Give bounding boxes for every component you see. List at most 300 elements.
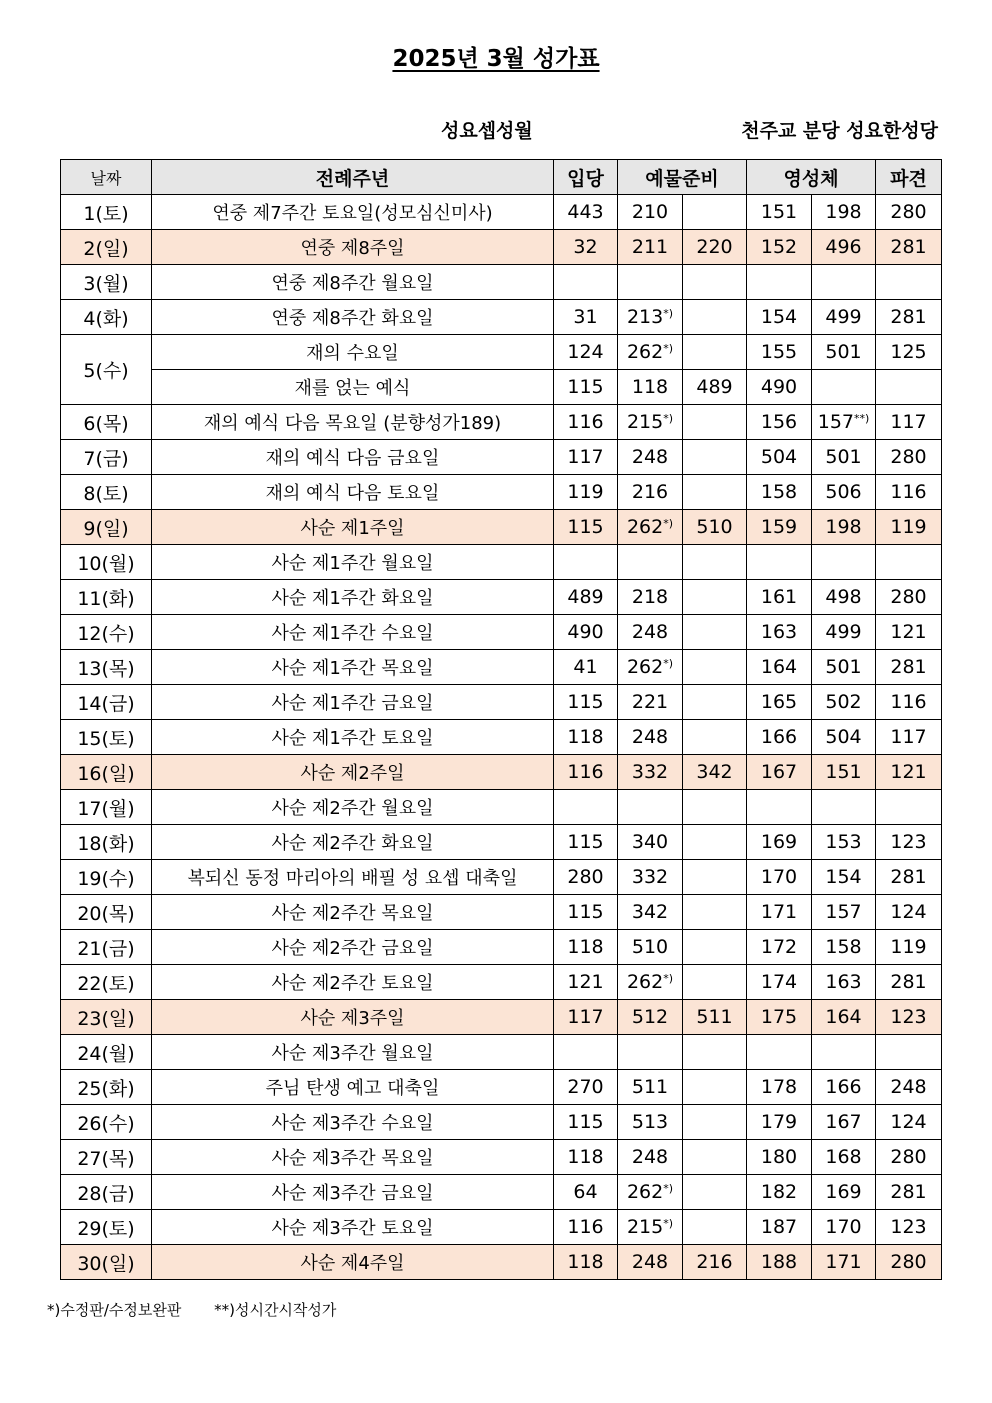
- cell-dismissal: 121: [876, 755, 942, 790]
- cell-liturgy: 재의 예식 다음 토요일: [152, 475, 554, 510]
- table-row: [61, 895, 942, 930]
- cell-offertory-2: 342: [683, 755, 747, 790]
- table-row: [61, 370, 942, 405]
- table-row: [61, 615, 942, 650]
- cell-communion-1: 180: [747, 1140, 812, 1175]
- cell-offertory-1: 262*): [618, 510, 683, 545]
- cell-date: 2(일): [61, 230, 152, 265]
- cell-offertory-2: [683, 1035, 747, 1070]
- cell-communion-1: 158: [747, 475, 812, 510]
- cell-communion-1: [747, 790, 812, 825]
- footnotes: [47, 1299, 364, 1320]
- cell-offertory-1: 213*): [618, 300, 683, 335]
- cell-liturgy: 연중 제8주일: [152, 230, 554, 265]
- cell-communion-2: [812, 1035, 876, 1070]
- cell-offertory-1: 512: [618, 1000, 683, 1035]
- table-header-row: [61, 160, 942, 195]
- cell-liturgy: 사순 제1주간 목요일: [152, 650, 554, 685]
- cell-communion-2: [812, 265, 876, 300]
- cell-offertory-2: [683, 895, 747, 930]
- cell-offertory-2: 489: [683, 370, 747, 405]
- cell-communion-2: 501: [812, 650, 876, 685]
- cell-dismissal: 248: [876, 1070, 942, 1105]
- footnote-mark: *): [663, 972, 674, 985]
- cell-offertory-1: 262*): [618, 335, 683, 370]
- cell-offertory-2: [683, 475, 747, 510]
- cell-entrance: 115: [554, 1105, 618, 1140]
- cell-dismissal: 123: [876, 825, 942, 860]
- cell-communion-2: 499: [812, 615, 876, 650]
- cell-dismissal: 124: [876, 1105, 942, 1140]
- footnote-mark: *): [663, 412, 674, 425]
- cell-communion-1: 178: [747, 1070, 812, 1105]
- cell-entrance: 115: [554, 370, 618, 405]
- cell-dismissal: 117: [876, 720, 942, 755]
- cell-offertory-2: [683, 1070, 747, 1105]
- table-body: [61, 195, 942, 1280]
- cell-dismissal: 281: [876, 650, 942, 685]
- cell-entrance: 118: [554, 1245, 618, 1280]
- cell-date: 11(화): [61, 580, 152, 615]
- cell-entrance: 280: [554, 860, 618, 895]
- cell-communion-2: 151: [812, 755, 876, 790]
- cell-offertory-1: 248: [618, 720, 683, 755]
- cell-dismissal: 280: [876, 440, 942, 475]
- cell-entrance: 121: [554, 965, 618, 1000]
- cell-offertory-2: 216: [683, 1245, 747, 1280]
- cell-offertory-1: 262*): [618, 1175, 683, 1210]
- cell-dismissal: 123: [876, 1000, 942, 1035]
- cell-date: 23(일): [61, 1000, 152, 1035]
- cell-communion-2: 169: [812, 1175, 876, 1210]
- cell-offertory-2: [683, 650, 747, 685]
- cell-offertory-2: [683, 335, 747, 370]
- cell-communion-2: 198: [812, 510, 876, 545]
- table-row: [61, 825, 942, 860]
- cell-date: 16(일): [61, 755, 152, 790]
- table-row: [61, 265, 942, 300]
- table-row: [61, 1140, 942, 1175]
- cell-date: 5(수): [61, 335, 152, 405]
- cell-offertory-1: 332: [618, 755, 683, 790]
- cell-liturgy: 사순 제1주간 금요일: [152, 685, 554, 720]
- cell-communion-1: 490: [747, 370, 812, 405]
- cell-date: 25(화): [61, 1070, 152, 1105]
- cell-offertory-1: 221: [618, 685, 683, 720]
- cell-offertory-2: [683, 580, 747, 615]
- footnote-holy-hour: **)성시간시작성가: [214, 1301, 337, 1319]
- cell-dismissal: 117: [876, 405, 942, 440]
- cell-liturgy: 사순 제2주간 금요일: [152, 930, 554, 965]
- cell-liturgy: 사순 제2주일: [152, 755, 554, 790]
- cell-offertory-1: 511: [618, 1070, 683, 1105]
- cell-offertory-2: [683, 1140, 747, 1175]
- footnote-mark: *): [663, 1217, 674, 1230]
- cell-entrance: 118: [554, 720, 618, 755]
- table-row: [61, 230, 942, 265]
- cell-date: 26(수): [61, 1105, 152, 1140]
- table-row: [61, 930, 942, 965]
- cell-liturgy: 사순 제2주간 목요일: [152, 895, 554, 930]
- parish-name: 천주교 분당 성요한성당: [741, 120, 938, 142]
- cell-entrance: 124: [554, 335, 618, 370]
- cell-offertory-2: 510: [683, 510, 747, 545]
- cell-liturgy: 사순 제1주간 화요일: [152, 580, 554, 615]
- cell-communion-1: 151: [747, 195, 812, 230]
- cell-communion-1: 169: [747, 825, 812, 860]
- cell-date: 21(금): [61, 930, 152, 965]
- cell-communion-1: 187: [747, 1210, 812, 1245]
- cell-communion-1: 155: [747, 335, 812, 370]
- cell-communion-1: 171: [747, 895, 812, 930]
- cell-communion-2: 164: [812, 1000, 876, 1035]
- cell-date: 29(토): [61, 1210, 152, 1245]
- page-title: 2025년 3월 성가표: [392, 46, 600, 72]
- cell-communion-1: 167: [747, 755, 812, 790]
- cell-entrance: 270: [554, 1070, 618, 1105]
- cell-communion-2: 157**): [812, 405, 876, 440]
- cell-date: 1(토): [61, 195, 152, 230]
- cell-communion-2: 170: [812, 1210, 876, 1245]
- table-row: [61, 1035, 942, 1070]
- cell-entrance: 115: [554, 895, 618, 930]
- cell-communion-2: 502: [812, 685, 876, 720]
- cell-offertory-2: [683, 720, 747, 755]
- cell-communion-1: [747, 265, 812, 300]
- cell-offertory-2: [683, 1105, 747, 1140]
- table-row: [61, 1070, 942, 1105]
- cell-entrance: [554, 265, 618, 300]
- cell-offertory-2: [683, 685, 747, 720]
- cell-offertory-2: [683, 965, 747, 1000]
- cell-offertory-2: 511: [683, 1000, 747, 1035]
- header-entrance: 입당: [554, 160, 618, 195]
- cell-offertory-1: 211: [618, 230, 683, 265]
- cell-communion-1: 164: [747, 650, 812, 685]
- cell-liturgy: 주님 탄생 예고 대축일: [152, 1070, 554, 1105]
- table-row: [61, 475, 942, 510]
- cell-liturgy: 재의 예식 다음 목요일 (분향성가189): [152, 405, 554, 440]
- cell-communion-1: [747, 545, 812, 580]
- cell-offertory-2: [683, 405, 747, 440]
- cell-communion-2: 499: [812, 300, 876, 335]
- cell-entrance: 490: [554, 615, 618, 650]
- cell-offertory-1: 262*): [618, 965, 683, 1000]
- cell-offertory-2: [683, 195, 747, 230]
- cell-offertory-2: [683, 790, 747, 825]
- header-date: 날짜: [61, 160, 152, 195]
- cell-entrance: 115: [554, 685, 618, 720]
- cell-date: 6(목): [61, 405, 152, 440]
- footnote-mark: **): [854, 412, 870, 425]
- table-row: [61, 1105, 942, 1140]
- cell-communion-1: 504: [747, 440, 812, 475]
- table-row: [61, 755, 942, 790]
- cell-offertory-2: [683, 1210, 747, 1245]
- footnote-mark: *): [663, 307, 674, 320]
- cell-communion-1: 165: [747, 685, 812, 720]
- cell-communion-2: 504: [812, 720, 876, 755]
- cell-offertory-1: 118: [618, 370, 683, 405]
- cell-liturgy: 사순 제3주간 월요일: [152, 1035, 554, 1070]
- table-row: [61, 1210, 942, 1245]
- cell-dismissal: 121: [876, 615, 942, 650]
- footnote-mark: *): [663, 657, 674, 670]
- cell-communion-2: 506: [812, 475, 876, 510]
- cell-offertory-1: 513: [618, 1105, 683, 1140]
- cell-dismissal: [876, 370, 942, 405]
- cell-dismissal: 280: [876, 1140, 942, 1175]
- cell-offertory-2: [683, 545, 747, 580]
- footnote-revised: *)수정판/수정보완판: [47, 1301, 182, 1319]
- cell-offertory-2: 220: [683, 230, 747, 265]
- cell-liturgy: 사순 제2주간 토요일: [152, 965, 554, 1000]
- table-row: [61, 405, 942, 440]
- cell-dismissal: 280: [876, 580, 942, 615]
- cell-communion-2: 501: [812, 335, 876, 370]
- header-dismissal: 파견: [876, 160, 942, 195]
- cell-date: 28(금): [61, 1175, 152, 1210]
- cell-date: 10(월): [61, 545, 152, 580]
- cell-entrance: 41: [554, 650, 618, 685]
- cell-date: 9(일): [61, 510, 152, 545]
- cell-date: 14(금): [61, 685, 152, 720]
- cell-entrance: 117: [554, 1000, 618, 1035]
- cell-date: 17(월): [61, 790, 152, 825]
- cell-offertory-1: 215*): [618, 1210, 683, 1245]
- cell-offertory-1: 342: [618, 895, 683, 930]
- cell-dismissal: [876, 265, 942, 300]
- table-row: [61, 685, 942, 720]
- cell-offertory-1: 332: [618, 860, 683, 895]
- table-row: [61, 965, 942, 1000]
- table-row: [61, 580, 942, 615]
- cell-communion-2: 158: [812, 930, 876, 965]
- cell-communion-2: 168: [812, 1140, 876, 1175]
- cell-liturgy: 재의 예식 다음 금요일: [152, 440, 554, 475]
- cell-offertory-1: [618, 790, 683, 825]
- cell-communion-1: 154: [747, 300, 812, 335]
- cell-communion-2: 171: [812, 1245, 876, 1280]
- cell-entrance: 443: [554, 195, 618, 230]
- cell-communion-1: 161: [747, 580, 812, 615]
- cell-entrance: [554, 790, 618, 825]
- table-row: [61, 545, 942, 580]
- cell-offertory-1: [618, 265, 683, 300]
- table-row: [61, 790, 942, 825]
- table-row: [61, 1245, 942, 1280]
- cell-communion-2: 496: [812, 230, 876, 265]
- cell-communion-1: 188: [747, 1245, 812, 1280]
- cell-liturgy: 연중 제7주간 토요일(성모심신미사): [152, 195, 554, 230]
- cell-entrance: 118: [554, 1140, 618, 1175]
- cell-date: 18(화): [61, 825, 152, 860]
- cell-liturgy: 사순 제4주일: [152, 1245, 554, 1280]
- cell-entrance: 489: [554, 580, 618, 615]
- cell-liturgy: 사순 제1주간 수요일: [152, 615, 554, 650]
- cell-communion-2: [812, 370, 876, 405]
- cell-offertory-2: [683, 265, 747, 300]
- cell-communion-1: 182: [747, 1175, 812, 1210]
- table-row: [61, 1175, 942, 1210]
- cell-offertory-1: 510: [618, 930, 683, 965]
- header-liturgy: 전례주년: [152, 160, 554, 195]
- cell-offertory-2: [683, 615, 747, 650]
- cell-dismissal: 281: [876, 1175, 942, 1210]
- cell-liturgy: 사순 제2주간 월요일: [152, 790, 554, 825]
- cell-dismissal: 116: [876, 475, 942, 510]
- cell-dismissal: 281: [876, 230, 942, 265]
- cell-liturgy: 사순 제3주간 목요일: [152, 1140, 554, 1175]
- cell-communion-1: 152: [747, 230, 812, 265]
- cell-communion-1: [747, 1035, 812, 1070]
- cell-date: 24(월): [61, 1035, 152, 1070]
- table-row: [61, 1000, 942, 1035]
- cell-communion-2: 498: [812, 580, 876, 615]
- cell-entrance: 116: [554, 405, 618, 440]
- cell-offertory-1: 248: [618, 615, 683, 650]
- table-row: [61, 720, 942, 755]
- cell-date: 20(목): [61, 895, 152, 930]
- cell-communion-2: 163: [812, 965, 876, 1000]
- cell-offertory-1: 248: [618, 1245, 683, 1280]
- cell-dismissal: [876, 545, 942, 580]
- cell-offertory-1: 216: [618, 475, 683, 510]
- cell-liturgy: 연중 제8주간 화요일: [152, 300, 554, 335]
- cell-liturgy: 사순 제1주간 토요일: [152, 720, 554, 755]
- cell-communion-1: 170: [747, 860, 812, 895]
- cell-communion-1: 156: [747, 405, 812, 440]
- cell-liturgy: 사순 제1주간 월요일: [152, 545, 554, 580]
- cell-communion-2: 153: [812, 825, 876, 860]
- cell-date: 8(토): [61, 475, 152, 510]
- header-offertory: 예물준비: [618, 160, 747, 195]
- cell-communion-1: 175: [747, 1000, 812, 1035]
- cell-entrance: 31: [554, 300, 618, 335]
- cell-dismissal: 281: [876, 965, 942, 1000]
- cell-offertory-1: 210: [618, 195, 683, 230]
- cell-date: 4(화): [61, 300, 152, 335]
- header-communion: 영성체: [747, 160, 876, 195]
- cell-entrance: 116: [554, 755, 618, 790]
- cell-entrance: 117: [554, 440, 618, 475]
- cell-dismissal: [876, 1035, 942, 1070]
- cell-entrance: 32: [554, 230, 618, 265]
- cell-liturgy: 사순 제3주간 토요일: [152, 1210, 554, 1245]
- cell-entrance: 118: [554, 930, 618, 965]
- cell-date: 19(수): [61, 860, 152, 895]
- table-row: [61, 195, 942, 230]
- cell-communion-2: [812, 545, 876, 580]
- cell-liturgy: 사순 제3주간 수요일: [152, 1105, 554, 1140]
- table-row: [61, 300, 942, 335]
- cell-dismissal: 116: [876, 685, 942, 720]
- cell-communion-2: [812, 790, 876, 825]
- table-row: [61, 440, 942, 475]
- cell-offertory-2: [683, 860, 747, 895]
- cell-entrance: 64: [554, 1175, 618, 1210]
- table-row: [61, 510, 942, 545]
- cell-offertory-2: [683, 1175, 747, 1210]
- cell-liturgy: 재의 수요일: [152, 335, 554, 370]
- cell-liturgy: 재를 얹는 예식: [152, 370, 554, 405]
- cell-liturgy: 복되신 동정 마리아의 배필 성 요셉 대축일: [152, 860, 554, 895]
- cell-dismissal: 123: [876, 1210, 942, 1245]
- cell-offertory-1: 340: [618, 825, 683, 860]
- cell-liturgy: 연중 제8주간 월요일: [152, 265, 554, 300]
- cell-date: 7(금): [61, 440, 152, 475]
- cell-date: 12(수): [61, 615, 152, 650]
- cell-date: 27(목): [61, 1140, 152, 1175]
- cell-liturgy: 사순 제3주간 금요일: [152, 1175, 554, 1210]
- cell-dismissal: 281: [876, 300, 942, 335]
- cell-offertory-1: [618, 545, 683, 580]
- cell-dismissal: 280: [876, 195, 942, 230]
- table-row: [61, 860, 942, 895]
- cell-dismissal: 281: [876, 860, 942, 895]
- cell-liturgy: 사순 제1주일: [152, 510, 554, 545]
- cell-date: 13(목): [61, 650, 152, 685]
- cell-communion-2: 154: [812, 860, 876, 895]
- cell-communion-2: 166: [812, 1070, 876, 1105]
- cell-offertory-1: 248: [618, 1140, 683, 1175]
- cell-communion-1: 163: [747, 615, 812, 650]
- cell-offertory-1: 218: [618, 580, 683, 615]
- footnote-mark: *): [663, 1182, 674, 1195]
- cell-dismissal: [876, 790, 942, 825]
- cell-entrance: 116: [554, 1210, 618, 1245]
- cell-offertory-2: [683, 930, 747, 965]
- cell-communion-1: 166: [747, 720, 812, 755]
- cell-dismissal: 280: [876, 1245, 942, 1280]
- cell-date: 22(토): [61, 965, 152, 1000]
- cell-entrance: [554, 545, 618, 580]
- cell-communion-2: 167: [812, 1105, 876, 1140]
- cell-communion-2: 157: [812, 895, 876, 930]
- cell-date: 15(토): [61, 720, 152, 755]
- cell-entrance: [554, 1035, 618, 1070]
- cell-communion-1: 179: [747, 1105, 812, 1140]
- cell-liturgy: 사순 제2주간 화요일: [152, 825, 554, 860]
- footnote-mark: *): [663, 517, 674, 530]
- cell-entrance: 119: [554, 475, 618, 510]
- cell-dismissal: 125: [876, 335, 942, 370]
- cell-offertory-1: 215*): [618, 405, 683, 440]
- footnote-mark: *): [663, 342, 674, 355]
- cell-entrance: 115: [554, 510, 618, 545]
- cell-entrance: 115: [554, 825, 618, 860]
- cell-date: 3(월): [61, 265, 152, 300]
- cell-offertory-2: [683, 440, 747, 475]
- cell-offertory-2: [683, 300, 747, 335]
- table-row: [61, 335, 942, 370]
- cell-dismissal: 119: [876, 930, 942, 965]
- cell-communion-1: 174: [747, 965, 812, 1000]
- cell-date: 30(일): [61, 1245, 152, 1280]
- cell-communion-1: 159: [747, 510, 812, 545]
- cell-offertory-1: [618, 1035, 683, 1070]
- hymn-table: [60, 159, 942, 1280]
- cell-liturgy: 사순 제3주일: [152, 1000, 554, 1035]
- cell-offertory-2: [683, 825, 747, 860]
- month-dedication: 성요셉성월: [441, 120, 533, 142]
- cell-offertory-1: 248: [618, 440, 683, 475]
- cell-communion-1: 172: [747, 930, 812, 965]
- table-row: [61, 650, 942, 685]
- cell-offertory-1: 262*): [618, 650, 683, 685]
- cell-dismissal: 124: [876, 895, 942, 930]
- cell-dismissal: 119: [876, 510, 942, 545]
